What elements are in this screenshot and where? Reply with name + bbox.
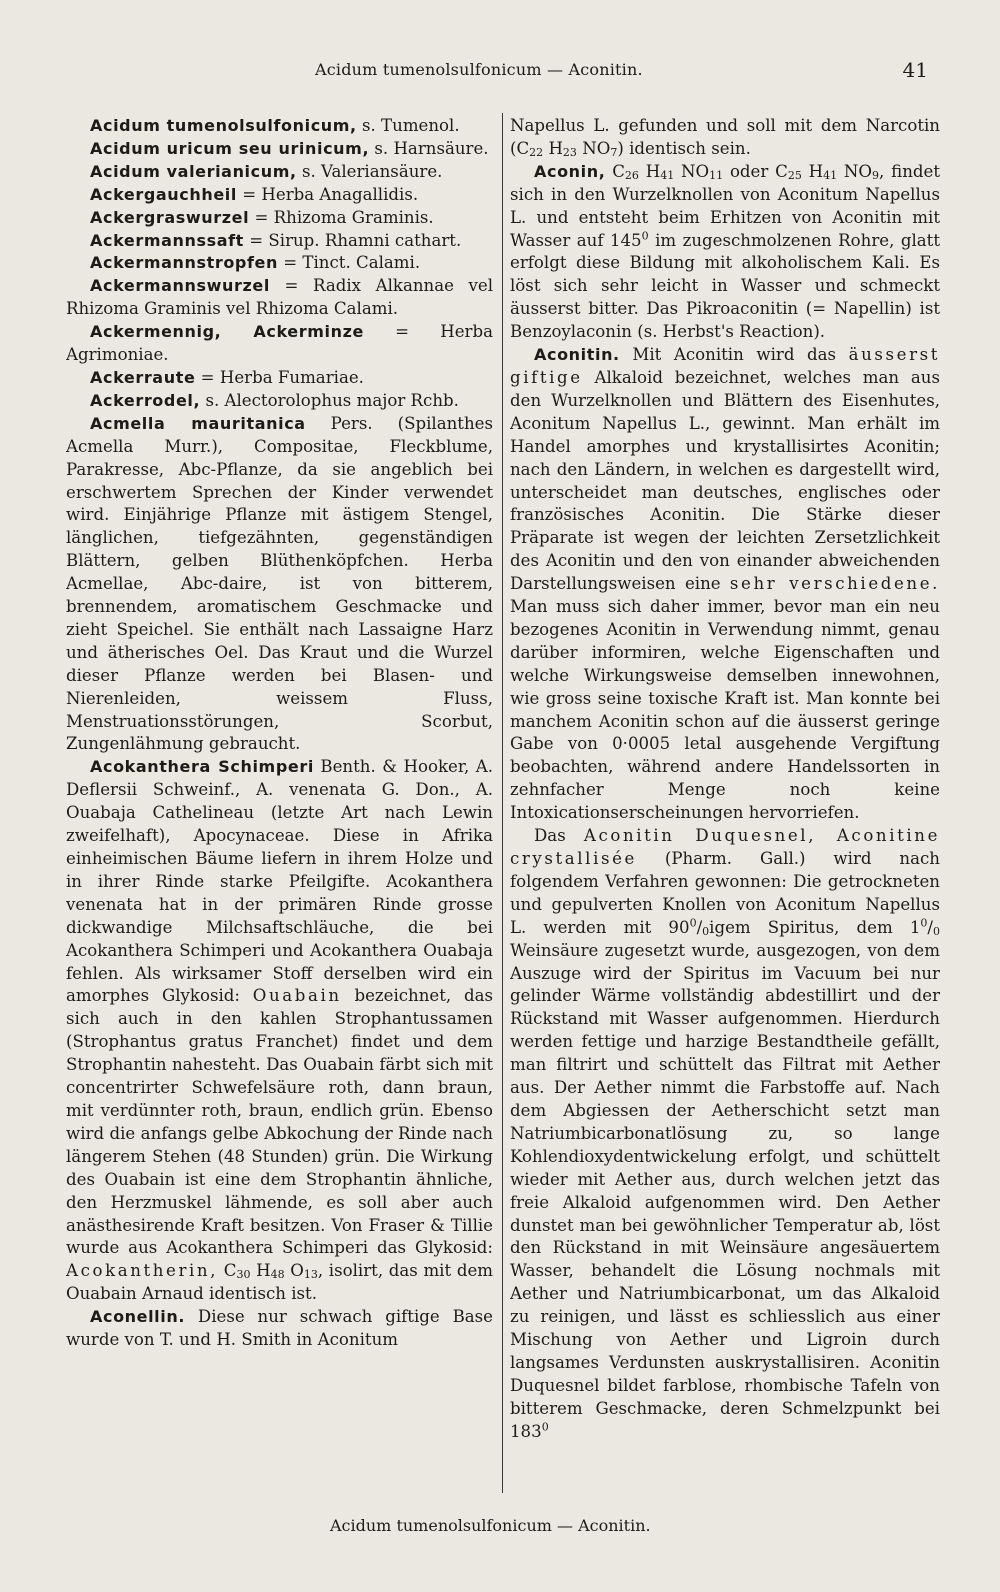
entry-text: = Rhizoma Graminis. [249, 207, 434, 227]
formula-subscript: 7 [610, 145, 618, 159]
formula-subscript: 23 [562, 145, 577, 159]
spaced-term: Aconitin Duquesnel, Aconitine crystallisée [510, 826, 940, 868]
text-run: Napellus L. gefunden und soll mit dem Narcotin (C [510, 116, 940, 158]
entry-headword: Ackermannstropfen [90, 253, 278, 273]
entry-headword: Acidum uricum seu urinicum, [90, 138, 370, 158]
spaced-term: Acokantherin, [66, 1261, 219, 1281]
entry-acokanthera-schimperi [66, 756, 493, 1306]
percent-superscript: 0 [920, 916, 928, 930]
text-run: / [927, 917, 933, 937]
entry-headword: Ackermennig, Ackerminze [90, 322, 364, 342]
formula-part: C [223, 1261, 237, 1281]
entry-headword: Aconitin. [534, 345, 620, 365]
entry-text: Benth. & Hooker, A. Deflersii Schweinf., A. venenata G. Don., A. Ouabaja Cathelineau (letzte Art nach Lewin zweifelhaft), Apocynaceae. Diese in Afrika einheimischen Bäume liefern in ihrem Holze und in ihrer Rinde starke Pfeilgifte. Acokanthera venenata hat in der primären Rinde grosse dickwandige Milchsaftschläuche, die bei Acokanthera Schimperi und Acokanthera Ouabaja fehlen. Als wirksamer Stoff derselben wird ein amorphes Glykosid: [66, 757, 493, 1006]
page-footer: Acidum tumenolsulfonicum — Aconitin. [330, 1516, 651, 1535]
aconellin-continuation [510, 115, 940, 161]
text-run: C [605, 161, 625, 181]
formula-part: H [250, 1261, 271, 1281]
entry-acidum-uricum [66, 138, 493, 161]
entry-headword: Ackermannswurzel [90, 276, 270, 296]
entry-acidum-tumenolsulfonicum [66, 115, 493, 138]
formula-subscript: 9 [872, 168, 880, 182]
entry-aconellin [66, 1306, 493, 1352]
entry-acmella-mauritanica [66, 413, 493, 757]
entry-text: = Tinct. Calami. [277, 253, 421, 273]
entry-headword: Acidum valerianicum, [90, 161, 297, 181]
entry-text: Pers. (Spilanthes Acmella Murr.), Compositae, Fleckblume, Parakresse, Abc-Pflanze, da sie angeblich bei erschwertem Sprechen der Kinder verwendet wird. Einjährige Pflanze mit ästigem Stengel, länglichen, tiefgezähnten, gegenständigen Blättern, gelben Blüthenköpfchen. Herba Acmellae, Abc-daire, ist von bitterem, brennendem, aromatischem Geschmacke und zieht Speichel. Sie enthält nach Lassaigne Harz und ätherisches Oel. Das Kraut und die Wurzel dieser Pflanze werden bei Blasen- und Nierenleiden, weissem Fluss, Menstruationsstörungen, Scorbut, Zungenlähmung gebraucht. [66, 413, 493, 754]
percent-subscript: 0 [702, 924, 710, 938]
entry-ackermannssaft [66, 230, 493, 253]
text-run: Weinsäure zugesetzt wurde, ausgezogen, von dem Auszuge wird der Spiritus im Vacuum bei nur gelinder Wärme vollständig abdestillirt und der Rückstand mit Wasser aufgenommen. Hierdurch werden fettige und harzige Bestandtheile gefällt, man filtrirt und schüttelt das Filtrat mit Aether aus. Der Aether nimmt die Farbstoffe auf. Nach dem Abgiessen der Aetherschicht setzt man Natriumbicarbonatlösung zu, so lange Kohlendioxydentwickelung erfolgt, und schüttelt wieder mit Aether aus, durch welchen jetzt das freie Alkaloid aufgenommen wird. Den Aether dunstet man bei gewöhnlicher Temperatur ab, löst den Rückstand in mit Weinsäure angesäuertem Wasser, behandelt die Lösung nochmals mit Aether und Natriumbicarbonat, um das Alkaloid zu reinigen, und lässt es schliesslich aus einer Mischung von Aether und Ligroin durch langsames Verdunsten auskrystallisiren. Aconitin Duquesnel bildet farblose, rhombische Tafeln von bitterem Geschmacke, deren Schmelzpunkt bei 183 [510, 940, 940, 1441]
text-run: Mit Aconitin wird das [619, 345, 849, 365]
percent-subscript: 0 [933, 924, 940, 938]
entry-headword: Acokanthera Schimperi [90, 757, 314, 777]
text-run: NO [674, 161, 710, 181]
degree-superscript: 0 [541, 1420, 549, 1434]
text-run: H [638, 161, 661, 181]
entry-ackermennig [66, 321, 493, 367]
text-run: NO [576, 138, 611, 158]
entry-text: s. Alectorolophus major Rchb. [200, 390, 459, 410]
formula-subscript: 13 [303, 1268, 318, 1282]
text-run: Alkaloid bezeichnet, welches man aus den Wurzelknollen und Blättern des Eisenhutes, Aconitum Napellus L., gewinnt. Man erhält im Handel amorphes und krystallisirtes Aconitin; nach den Ländern, in welchen es dargestellt wird, unterscheidet man deutsches, englisches oder französisches Aconitin. Die Stärke dieser Präparate ist wegen der leichten Zersetzlichkeit des Aconitin und den von einander abweichenden Darstellungsweisen eine [510, 367, 940, 594]
formula-subscript: 25 [787, 168, 802, 182]
entry-headword: Ackerraute [90, 367, 196, 387]
entry-ackergraswurzel [66, 207, 493, 230]
entry-text: = Herba Fumariae. [195, 367, 364, 387]
entry-headword: Ackergauchheil [90, 184, 237, 204]
formula-subscript: 41 [660, 168, 675, 182]
text-run: NO [837, 161, 873, 181]
entry-headword: Ackergraswurzel [90, 207, 250, 227]
entry-acidum-valerianicum [66, 161, 493, 184]
entry-ackermannswurzel [66, 275, 493, 321]
text-run: / [696, 917, 703, 937]
entry-text: s. Valeriansäure. [296, 161, 443, 181]
entry-text: bezeichnet, das sich auch in den kahlen Strophantussamen (Strophantus gratus Franchet) findet und dem Strophantin nahesteht. Das Ouabain färbt sich mit concentrirter Schwefelsäure roth, dann braun, mit verdünnter roth, braun, endlich grün. Ebenso wird die anfangs gelbe Abkochung der Rinde nach längerem Stehen (48 Stunden) grün. Die Wirkung des Ouabain ist eine dem Strophantin ähnliche, den Herzmuskel lähmende, es soll aber auch anästhesirende Kraft besitzen. Von Fraser & Tillie wurde aus Acokanthera Schimperi das Glykosid: [66, 986, 493, 1258]
entry-ackergauchheil [66, 184, 493, 207]
degree-superscript: 0 [641, 229, 649, 242]
spaced-term: sehr verschiedene. [729, 574, 940, 594]
text-run: im zugeschmolzenen Rohre, glatt erfolgt diese Bildung mit alkoholischem Kali. Es löst sich sehr leicht in Wasser und schmeckt äusserst bitter. Das Pikroaconitin (= Napellin) ist Benzoylaconin (s. Herbst's Reaction). [510, 230, 940, 342]
entry-text: = Herba Agrimoniae. [66, 322, 493, 365]
spaced-term: äusserst giftige [510, 345, 940, 387]
entry-headword: Acmella mauritanica [90, 413, 306, 433]
page-header [0, 60, 1000, 90]
entry-text: = Sirup. Rhamni cathart. [243, 230, 462, 250]
text-run: H [543, 138, 563, 158]
entry-text: = Radix Alkannae vel Rhizoma Graminis vel Rhizoma Calami. [66, 276, 493, 319]
text-run: ) identisch sein. [617, 138, 751, 158]
entry-ackermannstropfen [66, 252, 493, 275]
formula-subscript: 48 [270, 1268, 285, 1282]
formula-subscript: 26 [624, 168, 639, 182]
formula-part: O [284, 1261, 304, 1281]
formula-subscript: 41 [823, 168, 838, 182]
entry-text: Diese nur schwach giftige Base wurde von T. und H. Smith in Aconitum [66, 1307, 493, 1350]
entry-headword: Ackerrodel, [90, 390, 201, 410]
entry-text: s. Tumenol. [356, 116, 460, 135]
percent-superscript: 0 [689, 916, 697, 930]
entry-aconin [510, 161, 940, 344]
entry-headword: Aconellin. [90, 1307, 186, 1327]
page-number: 41 [902, 58, 928, 82]
formula-subscript: 11 [709, 168, 724, 182]
text-run: oder C [723, 161, 788, 181]
entry-headword: Aconin, [534, 161, 606, 181]
text-run: igem Spiritus, dem 1 [709, 917, 921, 937]
formula-subscript: 30 [236, 1268, 251, 1282]
entry-ackerrodel [66, 390, 493, 413]
entry-ackerraute [66, 367, 493, 390]
spaced-term: Ouabain [252, 986, 342, 1006]
text-run: Man muss sich daher immer, bevor man ein neu bezogenes Aconitin in Verwendung nimmt, genau darüber informiren, welche Eigenschaften und welche Wirkungsweise demselben innewohnen, wie gross seine toxische Kraft ist. Man konnte bei manchem Aconitin schon auf die äusserst geringe Gabe von 0·0005 letal ausgehende Vergiftung beobachten, während andere Handelssorten in zehnfacher Menge noch keine Intoxicationserscheinungen hervorriefen. [510, 597, 940, 823]
entry-headword: Acidum tumenolsulfonicum, [90, 116, 357, 135]
entry-aconitin [510, 344, 940, 825]
text-run: Das [534, 826, 584, 846]
entry-text: s. Harnsäure. [369, 138, 489, 158]
running-title: Acidum tumenolsulfonicum — Aconitin. [315, 60, 643, 79]
right-column [510, 115, 940, 1490]
aconitin-duquesnel-paragraph [510, 825, 940, 1443]
text-run: H [801, 161, 824, 181]
text-run: (Pharm. Gall.) wird nach folgendem Verfahren gewonnen: Die getrockneten und gepulverten Knollen von Aconitum Napellus L. werden mit 90 [510, 849, 940, 937]
column-divider [502, 113, 503, 1493]
entry-text: , isolirt, das mit dem Ouabain Arnaud identisch ist. [66, 1261, 493, 1304]
entry-headword: Ackermannssaft [90, 230, 244, 250]
formula-subscript: 22 [529, 145, 544, 159]
left-column [66, 115, 493, 1490]
entry-text: = Herba Anagallidis. [236, 184, 419, 204]
text-run: , findet sich in den Wurzelknollen von Aconitum Napellus L. und entsteht beim Erhitzen von Aconitin mit Wasser auf 145 [510, 161, 940, 250]
